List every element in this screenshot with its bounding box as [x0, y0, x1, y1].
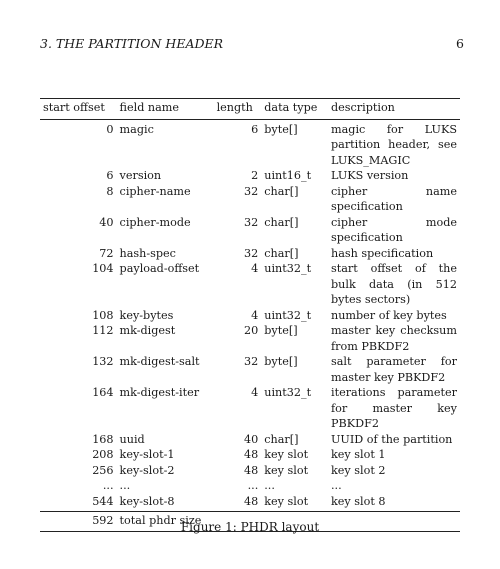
cell-length: 48: [244, 448, 259, 461]
cell-length: 32: [244, 246, 259, 260]
cell-offset: 104: [92, 262, 114, 275]
cell-offset: 256: [92, 463, 114, 477]
cell-description: salt parameter for master key PBKDF2: [331, 355, 457, 384]
cell-data-type: byte[]: [264, 355, 298, 368]
cell-offset: 208: [92, 448, 114, 461]
col-header-length: length: [216, 101, 253, 114]
cell-field-name: ...: [119, 479, 131, 492]
cell-offset: ...: [102, 479, 114, 492]
cell-data-type: ...: [264, 479, 275, 492]
cell-description: ...: [331, 479, 342, 492]
table-row: [40, 119, 460, 168]
cell-field-name: key-bytes: [119, 308, 174, 322]
cell-field-name: mk-digest: [119, 324, 176, 337]
table-row: [40, 246, 460, 262]
cell-offset: 544: [92, 494, 114, 508]
cell-length: 32: [244, 355, 259, 368]
table-row: [40, 323, 460, 354]
cell-data-type: byte[]: [264, 324, 298, 337]
cell-description: key slot 2: [331, 463, 386, 477]
cell-data-type: key slot: [264, 463, 309, 477]
cell-description: UUID of the partition: [331, 432, 453, 446]
cell-length: 20: [244, 324, 259, 337]
table-row: [40, 261, 460, 308]
cell-length: 32: [244, 215, 259, 229]
cell-field-name: key-slot-1: [119, 448, 175, 461]
cell-description: cipher mode specification: [331, 215, 457, 244]
cell-field-name: mk-digest-iter: [119, 386, 200, 399]
cell-length: 4: [251, 308, 259, 322]
cell-offset: 112: [92, 324, 114, 337]
cell-description: iterations parameter for master key PBKDF2: [331, 386, 457, 430]
cell-data-type: key slot: [264, 448, 309, 461]
cell-length: 32: [244, 184, 259, 198]
cell-data-type: uint32_t: [264, 308, 312, 322]
col-header-data-type: data type: [264, 101, 318, 114]
cell-data-type: char[]: [264, 246, 299, 260]
cell-data-type: uint32_t: [264, 262, 312, 275]
cell-offset: 164: [92, 386, 114, 399]
section-title: 3. THE PARTITION HEADER: [40, 36, 224, 51]
table-row: [40, 184, 460, 215]
total-size-value: 592: [92, 514, 114, 527]
cell-data-type: key slot: [264, 494, 309, 508]
cell-description: key slot 1: [331, 448, 386, 461]
cell-offset: 0: [106, 122, 114, 136]
table-row: [40, 447, 460, 463]
cell-length: 4: [251, 262, 259, 275]
cell-field-name: key-slot-2: [119, 463, 175, 477]
cell-field-name: cipher-name: [119, 184, 191, 198]
cell-length: 4: [251, 386, 259, 399]
col-header-start-offset: start offset: [43, 101, 105, 114]
cell-length: 40: [244, 432, 259, 446]
table-row: [40, 215, 460, 246]
cell-description: cipher name specification: [331, 184, 457, 213]
cell-field-name: uuid: [119, 432, 145, 446]
cell-description: master key checksum from PBKDF2: [331, 324, 457, 353]
cell-length: 6: [251, 122, 259, 136]
table-row: [40, 494, 460, 512]
cell-data-type: char[]: [264, 432, 299, 446]
cell-offset: 72: [99, 246, 114, 260]
cell-offset: 132: [92, 355, 114, 368]
table-row: [40, 354, 460, 385]
cell-field-name: magic: [119, 122, 154, 136]
phdr-layout-table: [40, 98, 460, 532]
cell-offset: 108: [92, 308, 114, 322]
cell-description: start offset of the bulk data (in 512 bytes sectors): [331, 262, 457, 306]
table-row: [40, 463, 460, 479]
cell-field-name: hash-spec: [119, 246, 176, 260]
cell-length: 48: [244, 494, 259, 508]
table-row: [40, 168, 460, 184]
cell-offset: 168: [92, 432, 114, 446]
cell-description: number of key bytes: [331, 308, 447, 322]
page-number: 6: [456, 36, 464, 51]
cell-offset: 8: [106, 184, 114, 198]
table-row: [40, 432, 460, 448]
col-header-field-name: field name: [119, 101, 180, 114]
cell-field-name: key-slot-8: [119, 494, 175, 508]
cell-length: ...: [247, 479, 259, 492]
table-row: [40, 385, 460, 432]
cell-data-type: uint32_t: [264, 386, 312, 399]
col-header-description: description: [331, 101, 395, 114]
table-row: [40, 478, 460, 494]
cell-description: magic for LUKS partition header, see LUKS_MAGIC: [331, 122, 457, 167]
cell-field-name: mk-digest-salt: [119, 355, 200, 368]
cell-length: 48: [244, 463, 259, 477]
cell-data-type: uint16_t: [264, 169, 312, 182]
cell-length: 2: [251, 169, 259, 182]
total-size-label: total phdr size: [119, 514, 202, 527]
cell-offset: 6: [106, 169, 114, 182]
cell-description: key slot 8: [331, 494, 386, 508]
cell-field-name: payload-offset: [119, 262, 200, 275]
cell-data-type: char[]: [264, 184, 299, 198]
cell-data-type: byte[]: [264, 122, 298, 136]
cell-description: LUKS version: [331, 169, 409, 182]
cell-description: hash specification: [331, 246, 434, 260]
table-body: [40, 119, 460, 512]
table-header-row: [40, 99, 460, 120]
figure-caption: Figure 1: PHDR layout: [180, 520, 320, 534]
table-row: [40, 308, 460, 324]
cell-field-name: cipher-mode: [119, 215, 191, 229]
cell-data-type: char[]: [264, 215, 299, 229]
cell-offset: 40: [99, 215, 114, 229]
page-header: [40, 36, 464, 51]
cell-field-name: version: [119, 169, 162, 182]
